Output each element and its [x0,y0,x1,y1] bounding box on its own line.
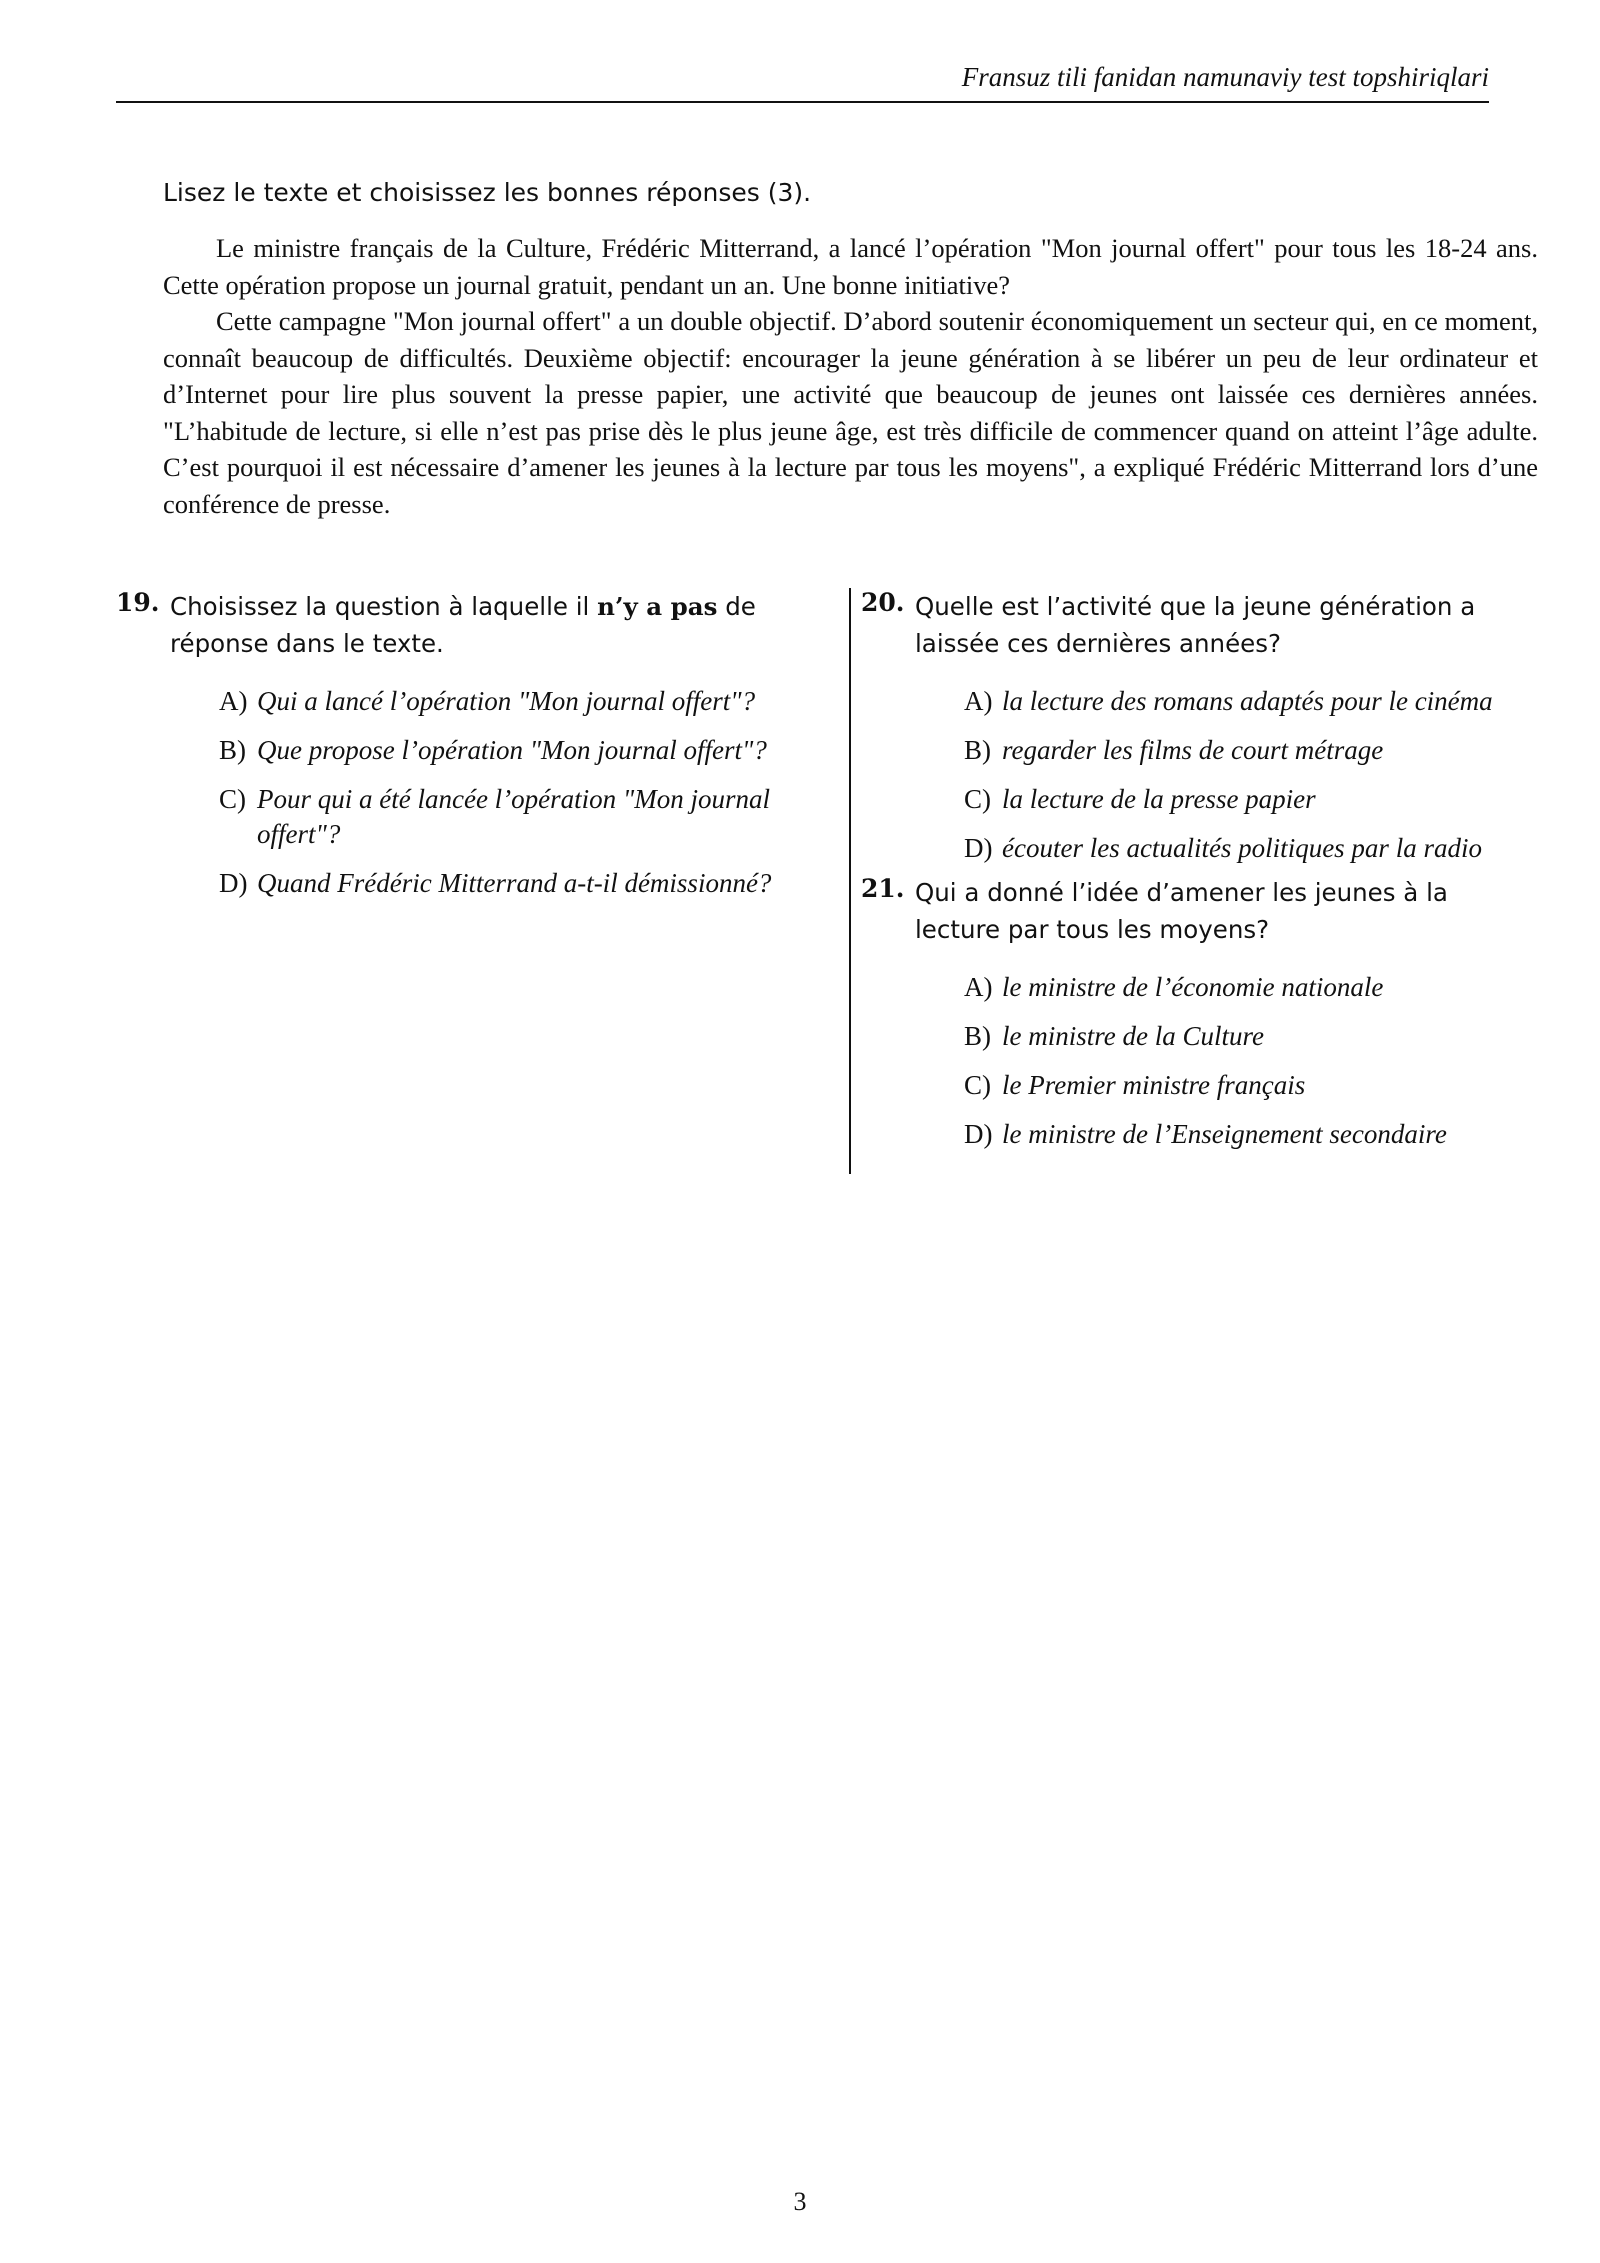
question-number: 19. [116,588,160,617]
question-text: Qui a donné l’idée d’amener les jeunes à la lecture par tous les moyens? [915,878,1448,944]
right-column [861,588,1521,1176]
question-number: 20. [861,588,905,617]
option-d[interactable] [964,831,1521,866]
option-d[interactable] [964,1117,1521,1152]
question-text-part: Choisissez la question à laquelle il [170,592,598,621]
option-text: la lecture des romans adaptés pour le cinéma [1002,686,1493,716]
option-letter: A) [964,972,993,1002]
answer-options [964,970,1521,1152]
option-b[interactable] [219,733,806,768]
option-letter: C) [964,1070,991,1100]
page-header-title: Fransuz tili fanidan namunaviy test topshiriqlari [961,62,1489,92]
option-letter: B) [964,735,991,765]
question-19 [116,588,806,901]
option-letter: B) [219,735,246,765]
answer-options [219,684,806,901]
header-rule [116,101,1489,103]
option-text: regarder les films de court métrage [1002,735,1384,765]
question-20 [861,588,1521,866]
question-text-emphasis: n’y a pas [597,592,718,621]
option-letter: D) [964,1119,993,1149]
answer-options [964,684,1521,866]
passage-paragraph: Le ministre français de la Culture, Frédéric Mitterrand, a lancé l’opération "Mon journal offert" pour tous les 18-24 ans. Cette opération propose un journal gratuit, pendant un an. Une bonne initiative? [163,233,1538,300]
option-c[interactable] [219,782,806,852]
option-letter: B) [964,1021,991,1051]
option-a[interactable] [219,684,806,719]
column-divider [849,588,851,1174]
option-text: Qui a lancé l’opération "Mon journal offert"? [257,686,756,716]
passage-paragraph: Cette campagne "Mon journal offert" a un double objectif. D’abord soutenir économiquement un secteur qui, en ce moment, connaît beaucoup de difficultés. Deuxième objectif: encourager la jeune génération à se libérer un peu de leur ordinateur et d’Internet pour lire plus souvent la presse papier, une activité que beaucoup de jeunes ont laissée ces dernières années. "L’habitude de lecture, si elle n’est pas prise dès le plus jeune âge, est très difficile de commencer quand on atteint l’âge adulte. C’est pourquoi il est nécessaire d’amener les jeunes à la lecture par tous les moyens", a expliqué Frédéric Mitterrand lors d’une conférence de presse. [163,306,1538,519]
option-text: le Premier ministre français [1002,1070,1306,1100]
option-text: Que propose l’opération "Mon journal offert"? [257,735,767,765]
option-letter: A) [964,686,993,716]
option-a[interactable] [964,684,1521,719]
option-c[interactable] [964,1068,1521,1103]
option-letter: D) [219,868,248,898]
option-letter: A) [219,686,248,716]
option-b[interactable] [964,733,1521,768]
option-c[interactable] [964,782,1521,817]
option-a[interactable] [964,970,1521,1005]
option-d[interactable] [219,866,806,901]
option-text: Quand Frédéric Mitterrand a-t-il démissionné? [257,868,772,898]
question-text: Quelle est l’activité que la jeune génération a laissée ces dernières années? [915,592,1476,658]
page-number: 3 [793,2187,807,2216]
option-text: le ministre de l’économie nationale [1002,972,1384,1002]
option-text: écouter les actualités politiques par la radio [1002,833,1482,863]
option-text: le ministre de la Culture [1002,1021,1264,1051]
option-letter: C) [219,784,246,814]
option-text: le ministre de l’Enseignement secondaire [1002,1119,1447,1149]
option-b[interactable] [964,1019,1521,1054]
left-column [116,588,806,925]
option-text: la lecture de la presse papier [1002,784,1316,814]
option-text: Pour qui a été lancée l’opération "Mon journal offert"? [257,784,770,849]
reading-instruction: Lisez le texte et choisissez les bonnes réponses (3). [163,178,812,207]
reading-passage [163,230,1538,522]
question-number: 21. [861,874,905,903]
option-letter: C) [964,784,991,814]
question-text-part: de réponse dans le texte. [170,592,756,658]
option-letter: D) [964,833,993,863]
question-21 [861,874,1521,1152]
question-text [170,588,806,662]
